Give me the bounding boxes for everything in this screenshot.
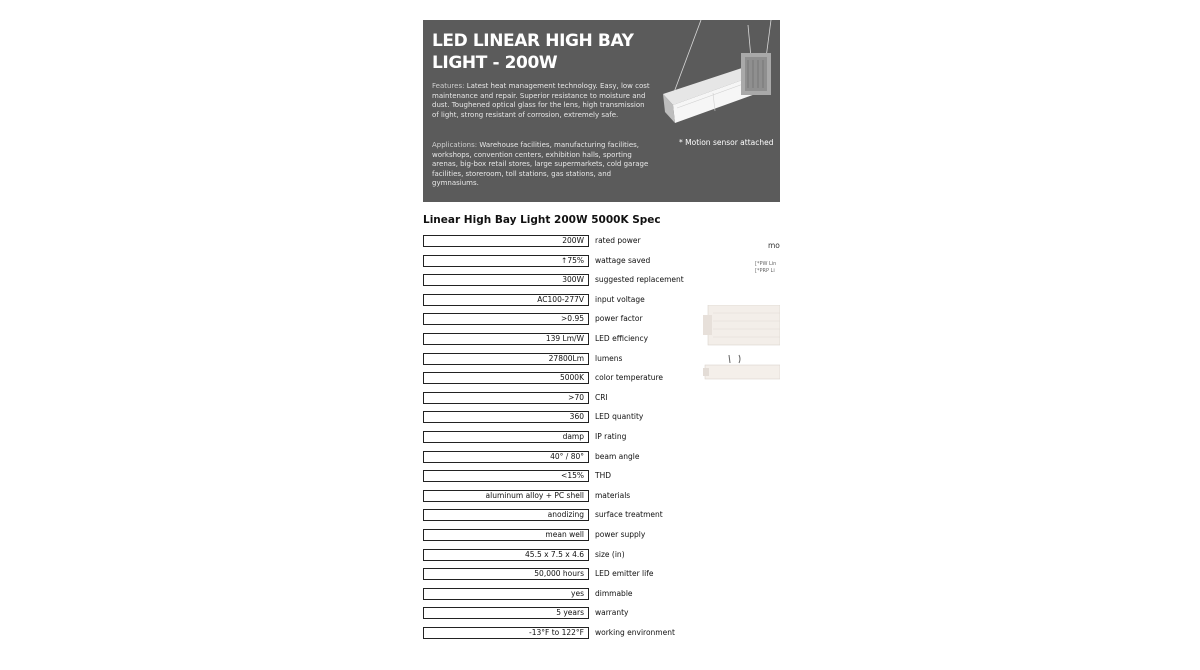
spec-value: 300W <box>423 274 589 286</box>
spec-label: rated power <box>595 236 641 245</box>
spec-label: working environment <box>595 627 675 637</box>
spec-row-warranty <box>423 606 723 626</box>
spec-row-led-efficiency <box>423 332 723 352</box>
spec-row-size <box>423 548 723 568</box>
spec-label: beam angle <box>595 451 640 461</box>
fixture-side-view-icon <box>703 305 780 395</box>
spec-row-power-factor <box>423 312 723 332</box>
spec-label: materials <box>595 490 631 500</box>
spec-value: anodizing <box>423 509 589 521</box>
spec-value: 200W <box>423 235 589 247</box>
spec-row-input-voltage <box>423 293 723 313</box>
spec-label: wattage saved <box>595 255 651 265</box>
banner-title <box>432 30 652 74</box>
spec-label: input voltage <box>595 294 645 304</box>
side-drawing-fragment <box>703 235 780 395</box>
spec-value: 45.5 x 7.5 x 4.6 <box>423 549 589 561</box>
spec-row-rated-power <box>423 234 723 254</box>
spec-value: 40° / 80° <box>423 451 589 463</box>
spec-row-suggested-replacement <box>423 273 723 293</box>
spec-row-materials <box>423 489 723 509</box>
spec-value: 50,000 hours <box>423 568 589 580</box>
spec-label: dimmable <box>595 588 633 598</box>
spec-label: surface treatment <box>595 510 663 520</box>
applications-paragraph <box>432 141 652 189</box>
side-heading-fragment: mo <box>768 241 780 250</box>
spec-value: 139 Lm/W <box>423 333 589 345</box>
spec-row-color-temperature <box>423 371 723 391</box>
spec-label: power supply <box>595 529 646 539</box>
spec-label: color temperature <box>595 373 663 383</box>
spec-value: >70 <box>423 392 589 404</box>
spec-row-led-emitter-life <box>423 567 723 587</box>
spec-row-lumens <box>423 352 723 372</box>
product-banner <box>423 20 780 202</box>
spec-value: damp <box>423 431 589 443</box>
led-high-bay-fixture-icon <box>653 20 780 135</box>
spec-label: warranty <box>595 608 629 618</box>
spec-value: yes <box>423 588 589 600</box>
spec-label: lumens <box>595 353 623 363</box>
spec-label: LED efficiency <box>595 333 649 343</box>
features-text: Latest heat management technology. Easy, low cost maintenance and repair. Superior resistance to moisture and dust. Toughened optical glass for the lens, high transmission of light, strong resistant of corrosion, extremely safe. <box>432 82 650 119</box>
spec-row-dimmable <box>423 587 723 607</box>
spec-value: <15% <box>423 470 589 482</box>
spec-value: 5000K <box>423 372 589 384</box>
spec-value: >0.95 <box>423 313 589 325</box>
spec-row-ip-rating <box>423 430 723 450</box>
spec-list <box>423 234 723 645</box>
spec-label: IP rating <box>595 431 627 441</box>
spec-label: suggested replacement <box>595 275 684 285</box>
motion-sensor-note: * Motion sensor attached <box>679 138 774 147</box>
spec-label: LED emitter life <box>595 569 654 579</box>
spec-value: AC100-277V <box>423 294 589 306</box>
spec-row-thd <box>423 469 723 489</box>
spec-row-working-environment <box>423 626 723 646</box>
features-paragraph <box>432 82 652 120</box>
spec-label: CRI <box>595 392 608 402</box>
spec-row-led-quantity <box>423 410 723 430</box>
spec-value: ↑75% <box>423 255 589 267</box>
applications-label: Applications: <box>432 141 478 149</box>
spec-row-power-supply <box>423 528 723 548</box>
spec-row-beam-angle <box>423 450 723 470</box>
spec-value: aluminum alloy + PC shell <box>423 490 589 502</box>
spec-value: 5 years <box>423 607 589 619</box>
spec-value: mean well <box>423 529 589 541</box>
spec-label: size (in) <box>595 549 625 559</box>
spec-value: -13°F to 122°F <box>423 627 589 639</box>
spec-row-cri <box>423 391 723 411</box>
spec-label: power factor <box>595 314 643 324</box>
features-label: Features: <box>432 82 465 90</box>
spec-value: 27800Lm <box>423 353 589 365</box>
spec-row-wattage-saved <box>423 254 723 274</box>
side-caption-1: [*PW Lin <box>755 261 777 267</box>
spec-sheet <box>423 20 780 650</box>
spec-label: LED quantity <box>595 412 644 422</box>
banner-title-line-1: LED LINEAR HIGH BAY <box>432 31 634 51</box>
spec-row-surface-treatment <box>423 508 723 528</box>
spec-value: 360 <box>423 411 589 423</box>
spec-heading: Linear High Bay Light 200W 5000K Spec <box>423 214 661 226</box>
spec-label: THD <box>595 471 611 481</box>
applications-text: Warehouse facilities, manufacturing facilities, workshops, convention centers, exhibition halls, sporting arenas, big-box retail stores, large supermarkets, cold garage facilities, storeroom, toll stations, gas stations, and gymnasiums. <box>432 141 649 188</box>
banner-title-line-2: LIGHT - 200W <box>432 53 558 73</box>
side-caption-2: [*PRP Li <box>755 268 775 274</box>
